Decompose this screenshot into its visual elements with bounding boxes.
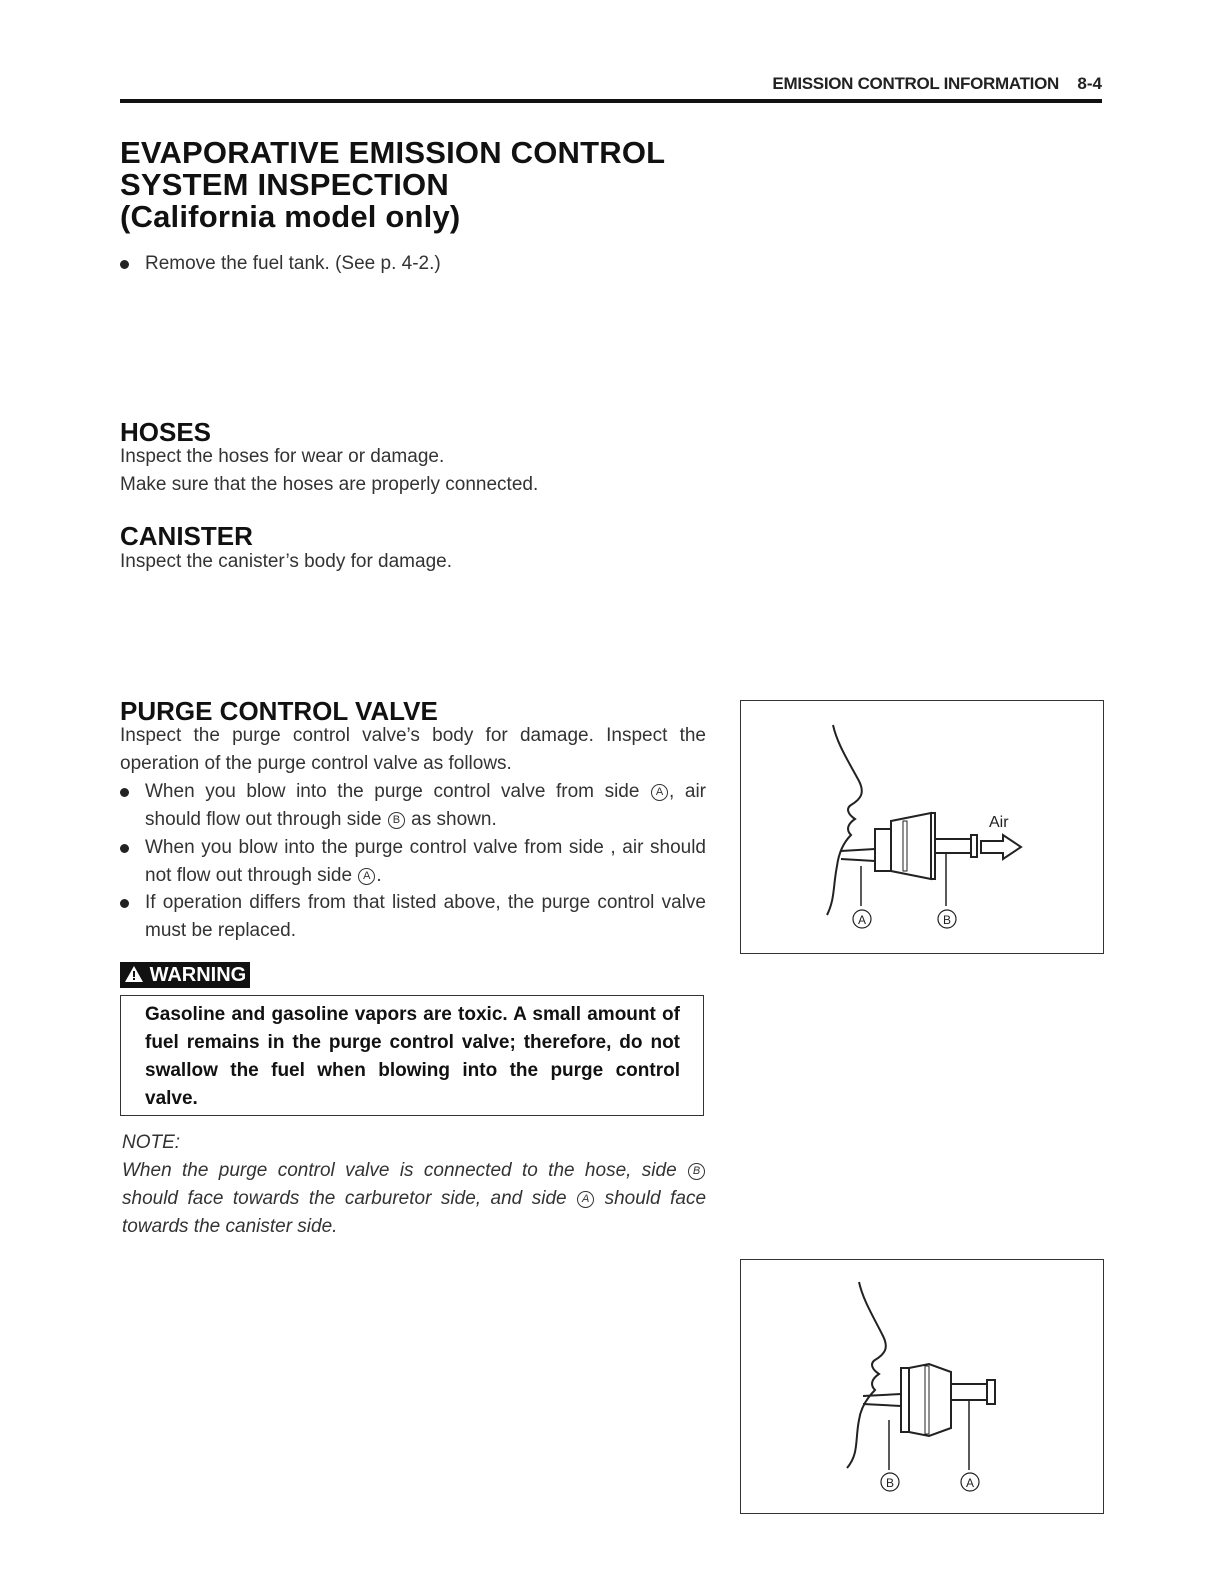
purge-bullet-3 — [120, 889, 706, 945]
marker-a-icon: A — [577, 1191, 594, 1208]
callout-a-label: A — [857, 913, 867, 927]
air-label: Air — [989, 814, 1009, 831]
page-title-line2: SYSTEM INSPECTION — [120, 167, 449, 202]
valve-diagram-1 — [741, 701, 1103, 953]
hoses-line1: Inspect the hoses for wear or damage. — [120, 446, 445, 467]
purge-intro: Inspect the purge control valve’s body for damage. Inspect the operation of the purge control valve as follows. — [120, 725, 706, 774]
intro-bullet-text: Remove the fuel tank. (See p. 4-2.) — [145, 253, 441, 274]
figure-valve-blow-a — [740, 700, 1104, 954]
page-title-line3: (California model only) — [120, 199, 461, 234]
bullet-icon — [120, 899, 129, 908]
marker-b-icon: B — [688, 1163, 705, 1180]
warning-text: Gasoline and gasoline vapors are toxic. A small amount of fuel remains in the purge control valve; therefore, do not swallow the fuel when blowing into the purge control valve. — [145, 1004, 680, 1109]
page-title-line1: EVAPORATIVE EMISSION CONTROL — [120, 135, 666, 170]
purge-bullet-2 — [120, 834, 706, 890]
figure-valve-blow-b — [740, 1259, 1104, 1514]
intro-bullet — [120, 250, 710, 278]
marker-a-icon: A — [358, 868, 375, 885]
running-header-title: EMISSION CONTROL INFORMATION — [772, 74, 1059, 93]
header-rule — [120, 99, 1102, 103]
canister-line1: Inspect the canister’s body for damage. — [120, 551, 452, 572]
purge-heading: PURGE CONTROL VALVE — [120, 696, 438, 726]
hoses-heading: HOSES — [120, 417, 212, 447]
valve-diagram-2 — [741, 1260, 1103, 1513]
note-label: NOTE: — [122, 1132, 181, 1153]
page-number: 8-4 — [1077, 74, 1102, 93]
purge-bullet-2-text: When you blow into the purge control valve from side , air should not flow out through side A . — [145, 837, 706, 886]
callout-a-label: A — [965, 1476, 975, 1490]
canister-heading: CANISTER — [120, 521, 253, 551]
purge-bullet-1 — [120, 778, 706, 834]
hoses-line2: Make sure that the hoses are properly connected. — [120, 474, 539, 495]
warning-label — [120, 962, 250, 988]
marker-a-icon: A — [651, 784, 668, 801]
warning-label-text: WARNING — [149, 964, 247, 986]
bullet-icon — [120, 844, 129, 853]
note-text: When the purge control valve is connected to the hose, side B should face towards the carburetor side, and side A should face towards the canister side. — [122, 1160, 707, 1237]
bullet-icon — [120, 788, 129, 797]
callout-b-label: B — [885, 1476, 895, 1490]
purge-bullet-3-text: If operation differs from that listed above, the purge control valve must be replaced. — [145, 892, 706, 941]
marker-b-icon: B — [388, 812, 405, 829]
purge-bullet-1-text: When you blow into the purge control valve from side A , air should flow out through side B as shown. — [145, 781, 707, 830]
callout-b-label: B — [942, 913, 952, 927]
bullet-icon — [120, 260, 129, 269]
warning-triangle-icon — [124, 965, 144, 983]
